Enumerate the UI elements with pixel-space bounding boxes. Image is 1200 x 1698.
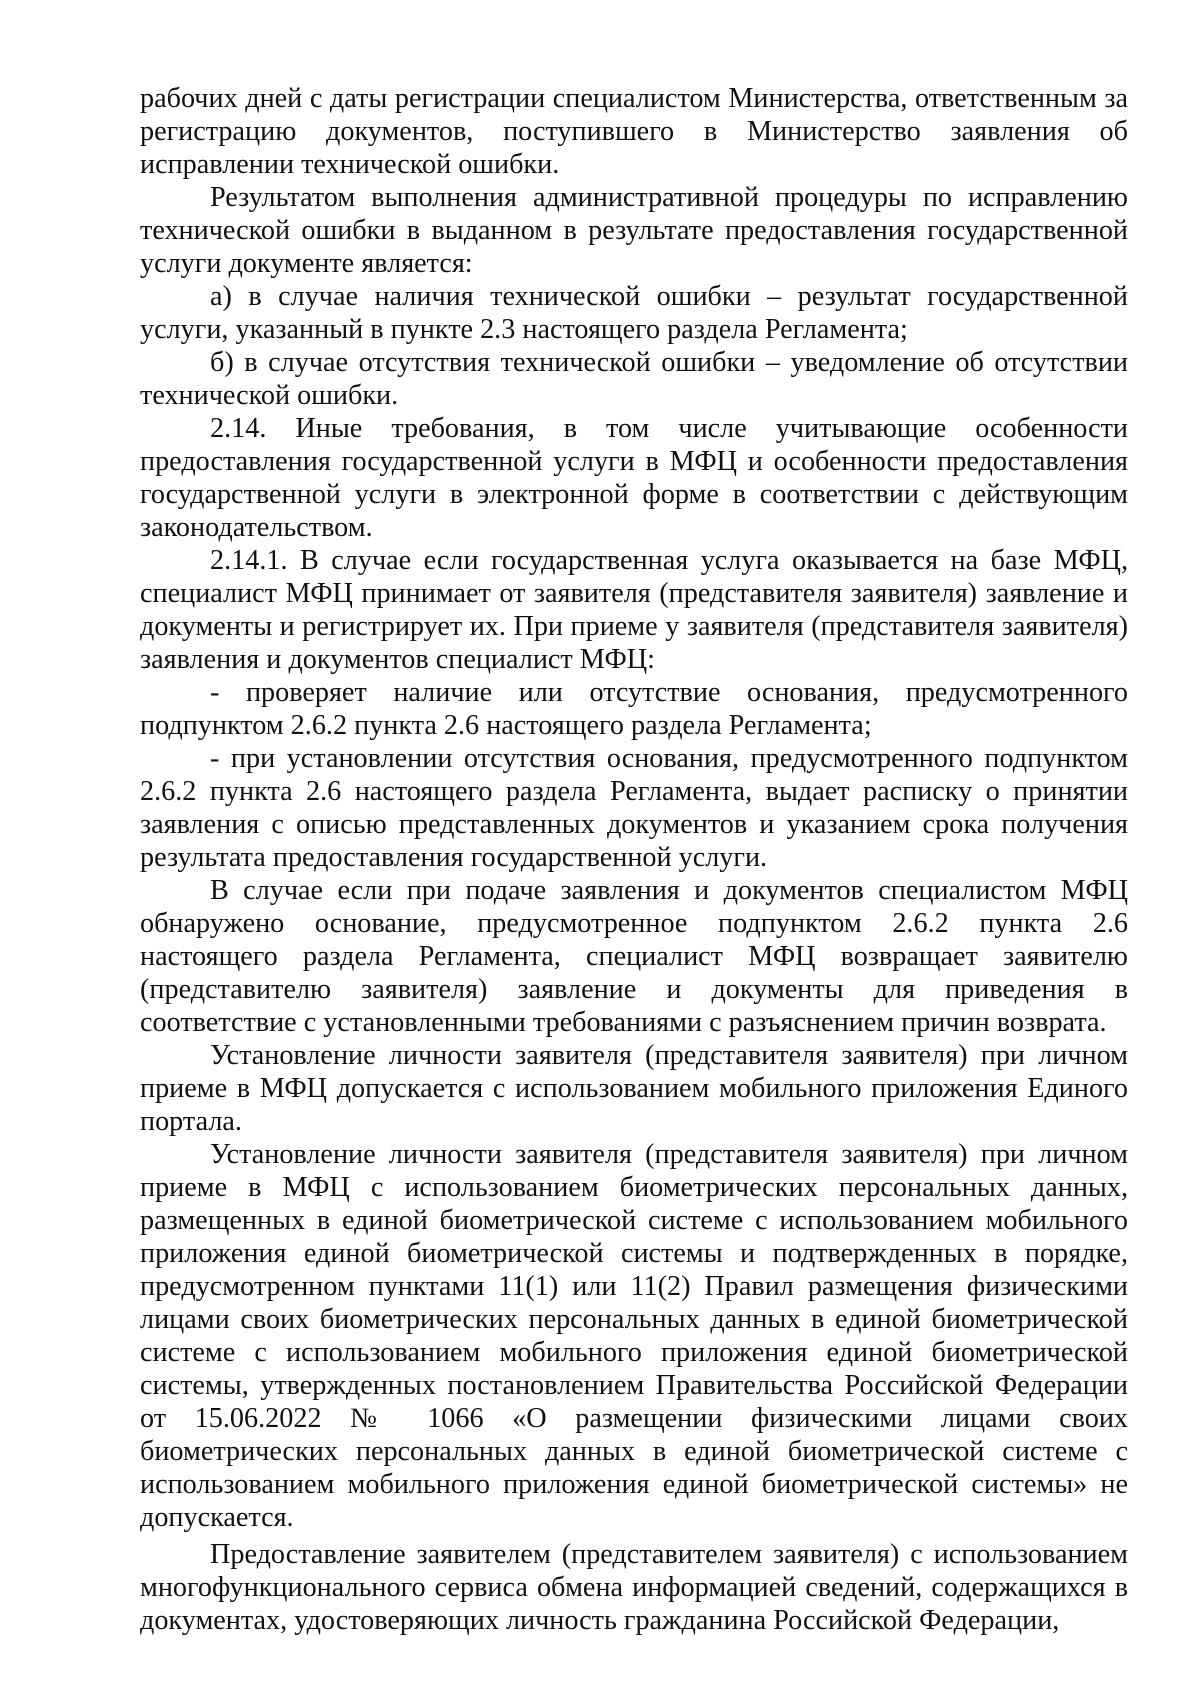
- paragraph-2: Результатом выполнения административной процедуры по исправлению технической ошибки в выданном в результате предоставления государственной услуги документе является:: [140, 182, 1128, 279]
- paragraph-3-item-a: а) в случае наличия технической ошибки – результат государственной услуги, указанный в пункте 2.3 настоящего раздела Регламента;: [140, 281, 1128, 345]
- paragraph-1: рабочих дней с даты регистрации специалистом Министерства, ответственным за регистрацию документов, поступившего в Министерство заявления об исправлении технической ошибки.: [140, 83, 1128, 180]
- paragraph-11-identity-biometric: Установление личности заявителя (представителя заявителя) при личном приеме в МФЦ с использованием биометрических персональных данных, размещенных в единой биометрической системе с использованием мобильного приложения единой биометрической системы и подтвержденных в порядке, предусмотренном пунктами 11(1) или 11(2) Правил размещения физическими лицами своих биометрических персональных данных в единой биометрической системе с использованием мобильного приложения единой биометрической системы, утвержденных постановлением Правительства Российской Федерации от 15.06.2022 № 1066 «О размещении физическими лицами своих биометрических персональных данных в единой биометрической системе с использованием мобильного приложения единой биометрической системы» не допускается.: [140, 1139, 1128, 1533]
- paragraph-7-bullet-check: - проверяет наличие или отсутствие основания, предусмотренного подпунктом 2.6.2 пункта 2.6 настоящего раздела Регламента;: [140, 677, 1128, 741]
- paragraph-8-bullet-receipt: - при установлении отсутствия основания, предусмотренного подпунктом 2.6.2 пункта 2.6 настоящего раздела Регламента, выдает расписку о принятии заявления с описью представленных документов и указанием срока получения результата предоставления государственной услуги.: [140, 743, 1128, 873]
- paragraph-12-multifunctional-service: Предоставление заявителем (представителем заявителя) с использованием многофункционального сервиса обмена информацией сведений, содержащихся в документах, удостоверяющих личность гражданина Российской Федерации,: [140, 1539, 1128, 1636]
- paragraph-10-identity-mobile: Установление личности заявителя (представителя заявителя) при личном приеме в МФЦ допускается с использованием мобильного приложения Единого портала.: [140, 1040, 1128, 1137]
- paragraph-5-section-2-14: 2.14. Иные требования, в том числе учитывающие особенности предоставления государственной услуги в МФЦ и особенности предоставления государственной услуги в электронной форме в соответствии с действующим законодательством.: [140, 413, 1128, 543]
- paragraph-4-item-b: б) в случае отсутствия технической ошибки – уведомление об отсутствии технической ошибки.: [140, 347, 1128, 411]
- paragraph-6-section-2-14-1: 2.14.1. В случае если государственная услуга оказывается на базе МФЦ, специалист МФЦ принимает от заявителя (представителя заявителя) заявление и документы и регистрирует их. При приеме у заявителя (представителя заявителя) заявления и документов специалист МФЦ:: [140, 545, 1128, 675]
- document-page: [140, 82, 1128, 1637]
- paragraph-9-return: В случае если при подаче заявления и документов специалистом МФЦ обнаружено основание, предусмотренное подпунктом 2.6.2 пункта 2.6 настоящего раздела Регламента, специалист МФЦ возвращает заявителю (представителю заявителя) заявление и документы для приведения в соответствие с установленными требованиями с разъяснением причин возврата.: [140, 875, 1128, 1038]
